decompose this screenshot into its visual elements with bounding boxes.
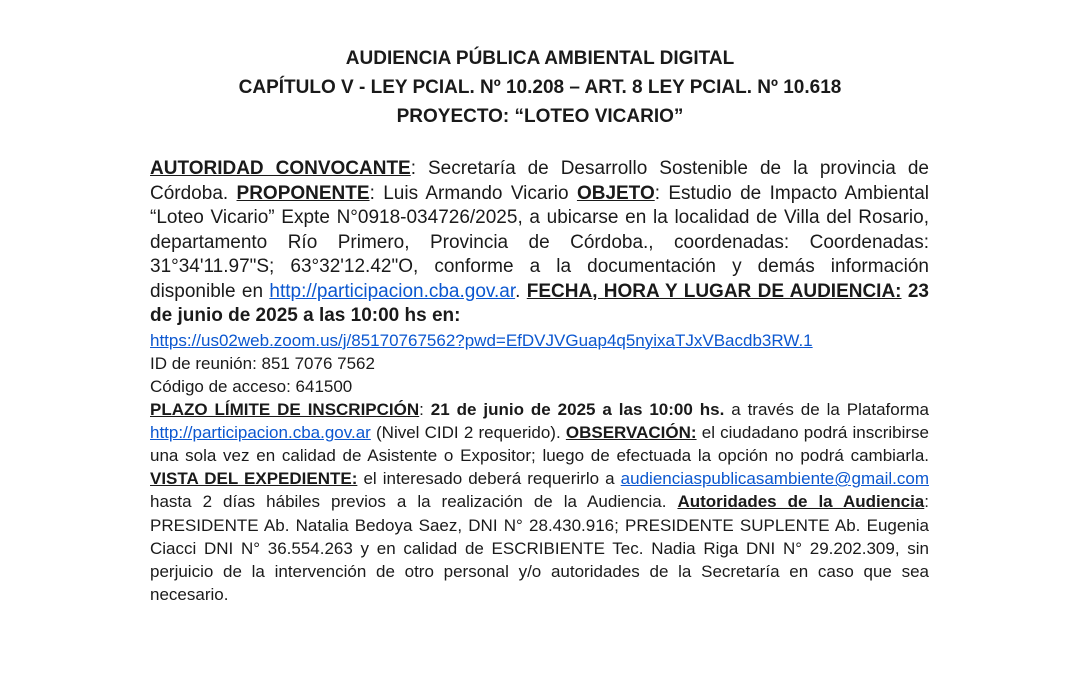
document-body [150, 157, 929, 606]
objeto-label: OBJETO [576, 182, 655, 204]
plataforma-link[interactable]: http://participacion.cba.gov.ar [150, 422, 371, 442]
autoridades-text: : PRESIDENTE Ab. Natalia Bedoya Saez, DNI N° 28.430.916; PRESIDENTE SUPLENTE Ab. Eugenia Ciacci DNI N° 36.554.263 y en calidad de ESCRIBIENTE Tec. Nadia Riga DNI N° 29.202.309, sin perjuicio de la intervención de otro personal y/o autoridades de la Secretaría en caso que sea necesario. [150, 492, 929, 605]
autoridades-label: Autoridades de la Audiencia [677, 492, 925, 512]
participacion-link[interactable]: http://participacion.cba.gov.ar [269, 280, 516, 302]
autoridad-label: AUTORIDAD CONVOCANTE [150, 158, 411, 179]
fecha-label: FECHA, HORA Y LUGAR DE AUDIENCIA: [526, 280, 902, 302]
zoom-link[interactable]: https://us02web.zoom.us/j/85170767562?pwd=EfDVJVGuap4q5nyixaTJxVBacdb3RW.1 [150, 330, 813, 350]
title-line-1: AUDIENCIA PÚBLICA AMBIENTAL DIGITAL [345, 48, 735, 69]
zoom-link-line [150, 329, 929, 352]
proponente-label: PROPONENTE [236, 182, 370, 204]
vista-text: el interesado deberá requerirlo a [357, 469, 621, 489]
fecha-text: 23 de junio de 2025 a las 10:00 hs en: [150, 280, 929, 326]
access-code: Código de acceso: 641500 [150, 376, 353, 396]
objeto-text: Estudio de Impacto Ambiental “Loteo Vicario” Expte N°0918-034726/2025, a ubicarse en la localidad de Villa del Rosario, departamento Río Primero, Provincia de Córdoba., coordenadas: Coordenadas: 31°34'11.97"S; 63°32'12.42"O, conforme a la documentación y demás información disponible en [150, 182, 929, 302]
observacion-text: el ciudadano podrá inscribirse una sola vez en calidad de Asistente o Expositor; luego de efectuada la opción no podrá cambiarla. [150, 422, 929, 465]
title-line-2: CAPÍTULO V - LEY PCIAL. Nº 10.208 – ART. 8 LEY PCIAL. Nº 10.618 [238, 77, 842, 98]
vista-label: VISTA DEL EXPEDIENTE: [150, 469, 358, 489]
email-after-text: hasta 2 días hábiles previos a la realización de la Audiencia. [150, 492, 678, 512]
plazo-text: a través de la Plataforma [724, 399, 929, 419]
plazo-label: PLAZO LÍMITE DE INSCRIPCIÓN [150, 399, 420, 419]
email-link[interactable]: audienciaspublicasambiente@gmail.com [620, 469, 929, 489]
autoridad-text: Secretaría de Desarrollo Sostenible de la provincia de Córdoba. [150, 158, 929, 204]
convocatoria-paragraph: AUTORIDAD CONVOCANTE: Secretaría de Desarrollo Sostenible de la provincia de Córdoba. PROPONENTE: Luis Armando Vicario OBJETO: Estudio de Impacto Ambiental “Loteo Vicario” Expte N°0918-034726/2025, a ubicarse en la localidad de Villa del Rosario, departamento Río Primero, Provincia de Córdoba., coordenadas: Coordenadas: 31°34'11.97"S; 63°32'12.42"O, conforme a la documentación y demás información disponible en http://participacion.cba.gov.ar. FECHA, HORA Y LUGAR DE AUDIENCIA: 23 de junio de 2025 a las 10:00 hs en: [150, 158, 929, 326]
proponente-text: Luis Armando Vicario [374, 182, 577, 204]
meeting-id: ID de reunión: 851 7076 7562 [150, 353, 375, 373]
title-line-3: PROYECTO: “LOTEO VICARIO” [396, 106, 684, 127]
nivel-text: (Nivel CIDI 2 requerido). [370, 422, 566, 442]
document-header [0, 44, 1080, 131]
plazo-date: 21 de junio de 2025 a las 10:00 hs. [423, 399, 725, 419]
observacion-label: OBSERVACIÓN: [565, 422, 697, 442]
inscripcion-paragraph: PLAZO LÍMITE DE INSCRIPCIÓN: 21 de junio de 2025 a las 10:00 hs. a través de la Plataforma http://participacion.cba.gov.ar (Nivel CIDI 2 requerido). OBSERVACIÓN: el ciudadano podrá inscribirse una sola vez en calidad de Asistente o Expositor; luego de efectuada la opción no podrá cambiarla. VISTA DEL EXPEDIENTE: el interesado deberá requerirlo a audienciaspublicasambiente@gmail.com hasta 2 días hábiles previos a la realización de la Audiencia. Autoridades de la Audiencia: PRESIDENTE Ab. Natalia Bedoya Saez, DNI N° 28.430.916; PRESIDENTE SUPLENTE Ab. Eugenia Ciacci DNI N° 36.554.263 y en calidad de ESCRIBIENTE Tec. Nadia Riga DNI N° 29.202.309, sin perjuicio de la intervención de otro personal y/o autoridades de la Secretaría en caso que sea necesario. [150, 399, 929, 605]
